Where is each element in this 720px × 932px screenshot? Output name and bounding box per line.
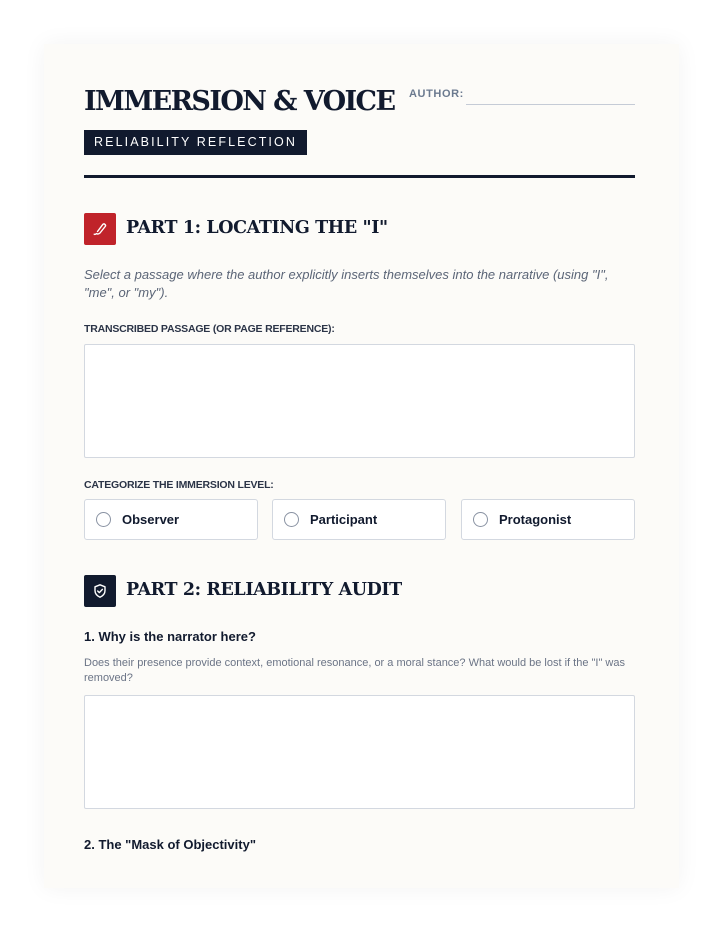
radio-circle[interactable] xyxy=(96,512,111,527)
option-label: Observer xyxy=(122,512,180,527)
author-label: AUTHOR: xyxy=(409,88,464,100)
part1-instructions: Select a passage where the author explicitly inserts themselves into the narrative (using "I", "me", or "my"). xyxy=(84,267,609,300)
option-label: Protagonist xyxy=(499,512,572,527)
part1-heading: PART 1: LOCATING THE "I" xyxy=(126,218,388,238)
worksheet-page xyxy=(44,44,679,888)
question-2-title: 2. The "Mask of Objectivity" xyxy=(84,837,256,852)
question-1-textbox[interactable] xyxy=(84,695,635,809)
option-participant[interactable] xyxy=(272,499,446,540)
question-1-description: Does their presence provide context, emotional resonance, or a moral stance? What would be lost if the "I" was removed? xyxy=(84,657,625,684)
passage-textbox[interactable] xyxy=(84,344,635,458)
option-observer[interactable] xyxy=(84,499,258,540)
option-protagonist[interactable] xyxy=(461,499,635,540)
part2-heading: PART 2: RELIABILITY AUDIT xyxy=(126,580,402,600)
option-label: Participant xyxy=(310,512,378,527)
immersion-label: CATEGORIZE THE IMMERSION LEVEL: xyxy=(84,479,274,491)
page-title: IMMERSION & VOICE xyxy=(84,86,395,117)
header-divider xyxy=(84,175,635,178)
passage-label: TRANSCRIBED PASSAGE (OR PAGE REFERENCE): xyxy=(84,323,335,335)
author-input-line[interactable] xyxy=(466,104,635,105)
question-1-title: 1. Why is the narrator here? xyxy=(84,629,256,644)
radio-circle[interactable] xyxy=(473,512,488,527)
subtitle-badge: RELIABILITY REFLECTION xyxy=(84,130,307,155)
shield-check-icon xyxy=(84,575,116,607)
radio-circle[interactable] xyxy=(284,512,299,527)
quill-icon xyxy=(84,213,116,245)
